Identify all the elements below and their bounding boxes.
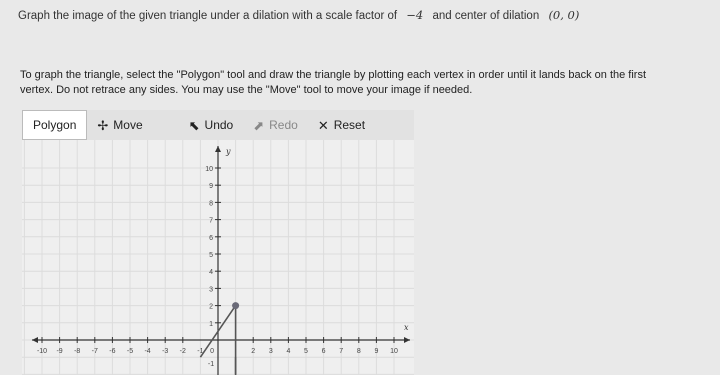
reset-button[interactable]: [308, 110, 375, 140]
redo-arrow-icon: ⬈: [253, 117, 265, 133]
y-axis-label: y: [226, 147, 231, 156]
instructions: [20, 68, 710, 98]
y-tick-label: 3: [209, 286, 213, 294]
x-tick-label: -5: [126, 348, 134, 355]
y-tick-label: 9: [209, 183, 213, 191]
x-tick-label: -4: [144, 348, 151, 355]
instructions-line-1: To graph the triangle, select the "Polygon" tool and draw the triangle by plotting each vertex in order until it lands back on the first: [20, 69, 647, 81]
graph-canvas[interactable]: [22, 140, 414, 375]
redo-button[interactable]: [243, 110, 308, 140]
reset-label: Reset: [333, 118, 366, 132]
x-tick-label: -6: [109, 348, 116, 355]
question-prompt: [18, 8, 585, 22]
move-tool-button[interactable]: [87, 110, 152, 140]
polygon-tool-button[interactable]: [22, 110, 87, 140]
scale-factor: −4: [406, 8, 424, 22]
question-text: Graph the image of the given triangle under a dilation with a scale factor of: [18, 10, 398, 22]
x-tick-label: 3: [268, 348, 273, 355]
x-tick-label: -8: [74, 348, 81, 355]
question-text-after: and center of dilation: [432, 10, 540, 22]
y-tick-label: 8: [209, 200, 213, 208]
x-tick-label: 8: [356, 348, 361, 355]
x-tick-label: 6: [321, 348, 326, 355]
move-icon: ✢: [97, 117, 109, 133]
y-axis-arrow: [215, 146, 221, 152]
undo-label: Undo: [204, 118, 234, 132]
center-of-dilation: (0, 0): [548, 8, 580, 22]
x-tick-label: -9: [56, 348, 63, 355]
y-tick-label: 5: [209, 252, 213, 259]
x-tick-label: -7: [91, 348, 98, 355]
move-tool-label: Move: [113, 118, 143, 132]
redo-label: Redo: [269, 118, 298, 132]
polygon-tool-label: Polygon: [33, 118, 77, 132]
coordinate-graph[interactable]: [22, 140, 414, 375]
x-icon: ✕: [317, 117, 329, 133]
instructions-line-2: vertex. Do not retrace any sides. You may use the "Move" tool to move your image if needed.: [20, 84, 473, 96]
graph-toolbar: [22, 110, 414, 141]
y-tick-label: 6: [209, 234, 213, 242]
undo-button[interactable]: [179, 110, 244, 140]
x-tick-label: 7: [339, 348, 344, 355]
y-tick-label: 2: [209, 303, 213, 311]
x-tick-label: -10: [36, 348, 48, 355]
y-tick-label: -1: [207, 361, 215, 368]
x-tick-label: -1: [197, 348, 204, 355]
x-axis-arrow-left: [32, 337, 38, 343]
x-tick-label: 5: [304, 348, 308, 355]
origin-label: 0: [210, 348, 214, 355]
triangle-vertex-point[interactable]: [232, 302, 239, 309]
y-tick-label: 4: [209, 269, 213, 277]
x-tick-label: -2: [179, 348, 186, 355]
x-tick-label: 10: [390, 348, 398, 355]
y-tick-label: 10: [205, 166, 213, 173]
y-tick-label: 7: [209, 217, 213, 225]
y-tick-label: 1: [209, 320, 213, 328]
x-tick-label: 2: [251, 348, 256, 355]
x-tick-label: 9: [374, 348, 379, 355]
x-tick-label: 4: [286, 348, 291, 355]
x-axis-label: x: [404, 323, 409, 332]
x-tick-label: -3: [162, 348, 169, 355]
undo-arrow-icon: ⬉: [188, 117, 200, 133]
x-axis-arrow: [404, 337, 410, 343]
